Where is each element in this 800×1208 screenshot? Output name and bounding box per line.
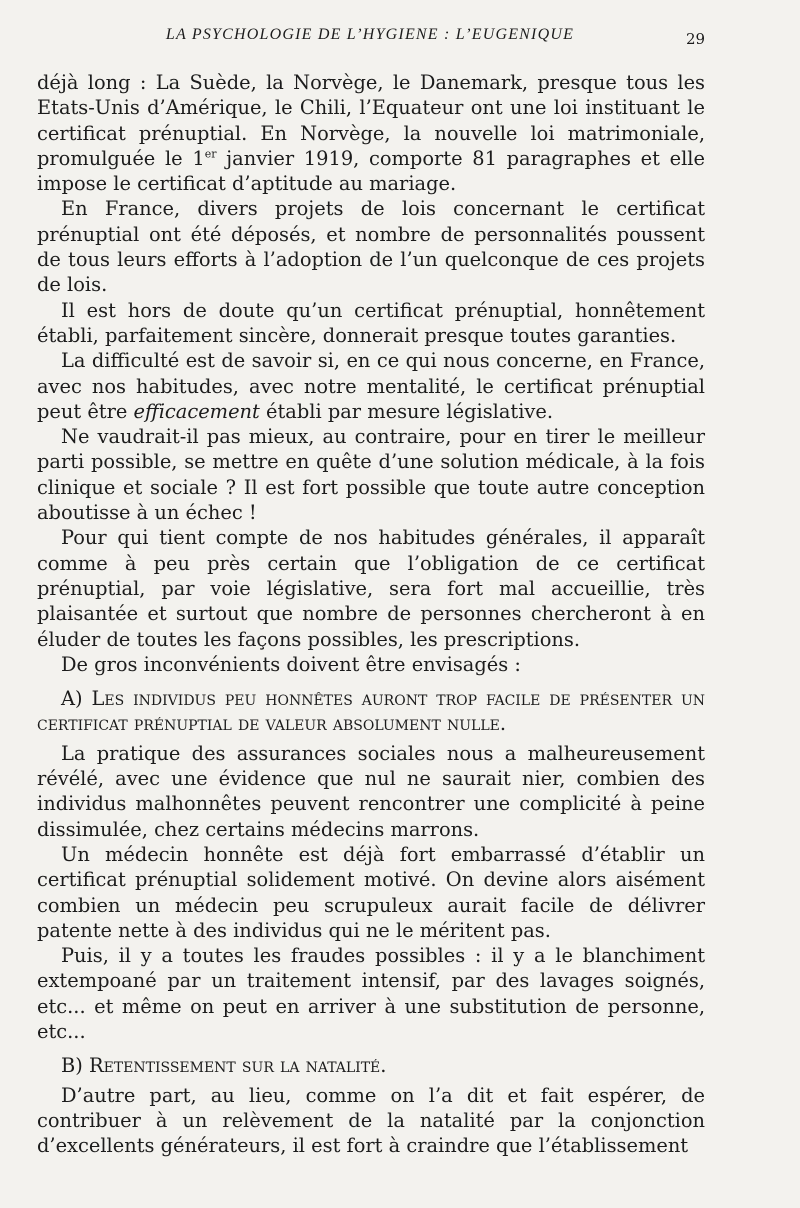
paragraph-text: déjà long : La Suède, la Norvège, le Danemark, presque tous les Etats-Unis d’Amérique, le Chili, l’Equateur ont une loi instituant le certificat prénuptial. En Norvège, la nouvelle loi matrimoniale, promulguée le 1 — [37, 71, 705, 170]
page-number: 29 — [686, 30, 706, 48]
paragraph: Ne vaudrait-il pas mieux, au contraire, pour en tirer le meilleur parti possible, se mettre en quête d’une solution médicale, à la fois clinique et sociale ? Il est fort possible que toute autre conception aboutisse à un échec ! — [37, 425, 705, 525]
paragraph: La pratique des assurances sociales nous a malheureusement révélé, avec une évidence que nul ne saurait nier, combien des individus malhonnêtes peuvent rencontrer une complicité à peine dissimulée, chez certains médecins marrons. — [37, 741, 705, 841]
paragraph-text: établi par mesure législative. — [259, 399, 554, 423]
paragraph: Puis, il y a toutes les fraudes possibles : il y a le blanchiment extempoané par un traitement intensif, par des lavages soignés, etc... et même on peut en arriver à une substitution de personne, etc... — [37, 944, 705, 1043]
paragraph: Un médecin honnête est déjà fort embarrassé d’établir un certificat prénuptial solidement motivé. On devine alors aisément combien un médecin peu scrupuleux aurait facile de délivrer patente nette à des individus qui ne le méritent pas. — [37, 842, 705, 942]
body-text — [37, 70, 705, 1158]
paragraph: De gros inconvénients doivent être envisagés : — [61, 652, 521, 676]
section-heading-a: A) Les individus peu honnêtes auront trop facile de présenter un certificat prénuptial de valeur absolument nulle. — [37, 687, 705, 736]
paragraph: En France, divers projets de lois concernant le certificat prénuptial ont été déposés, et nombre de personnalités poussent de tous leurs efforts à l’adoption de l’un quelconque de ces projets de lois. — [37, 197, 705, 297]
running-title: LA PSYCHOLOGIE DE L’HYGIENE : L’EUGENIQUE — [165, 26, 575, 43]
paragraph: D’autre part, au lieu, comme on l’a dit et fait espérer, de contribuer à un relèvement de la natalité par la conjonction d’excellents générateurs, il est fort à craindre que l’établissement — [37, 1083, 705, 1158]
paragraph — [37, 348, 705, 424]
paragraph-text: La difficulté est de savoir si, en ce qui nous concerne, en France, avec nos habitudes, avec notre mentalité, le certificat prénuptial peut être — [37, 349, 705, 423]
paragraph-text: janvier 1919, comporte 81 paragraphes et elle impose le certificat d’aptitude au mariage. — [37, 146, 705, 196]
emphasis: efficacement — [133, 399, 260, 423]
paragraph — [37, 70, 705, 196]
paragraph: Il est hors de doute qu’un certificat prénuptial, honnêtement établi, parfaitement sincère, donnerait presque toutes garanties. — [37, 298, 705, 347]
section-heading-b: B) Retentissement sur la natalité. — [61, 1054, 387, 1078]
paragraph: Pour qui tient compte de nos habitudes générales, il apparaît comme à peu près certain que l’obligation de ce certificat prénuptial, par voie législative, sera fort mal accueillie, très plaisantée et surtout que nombre de personnes chercheront à en éluder de toutes les façons possibles, les prescriptions. — [37, 526, 705, 651]
ordinal-superscript: er — [204, 147, 217, 161]
